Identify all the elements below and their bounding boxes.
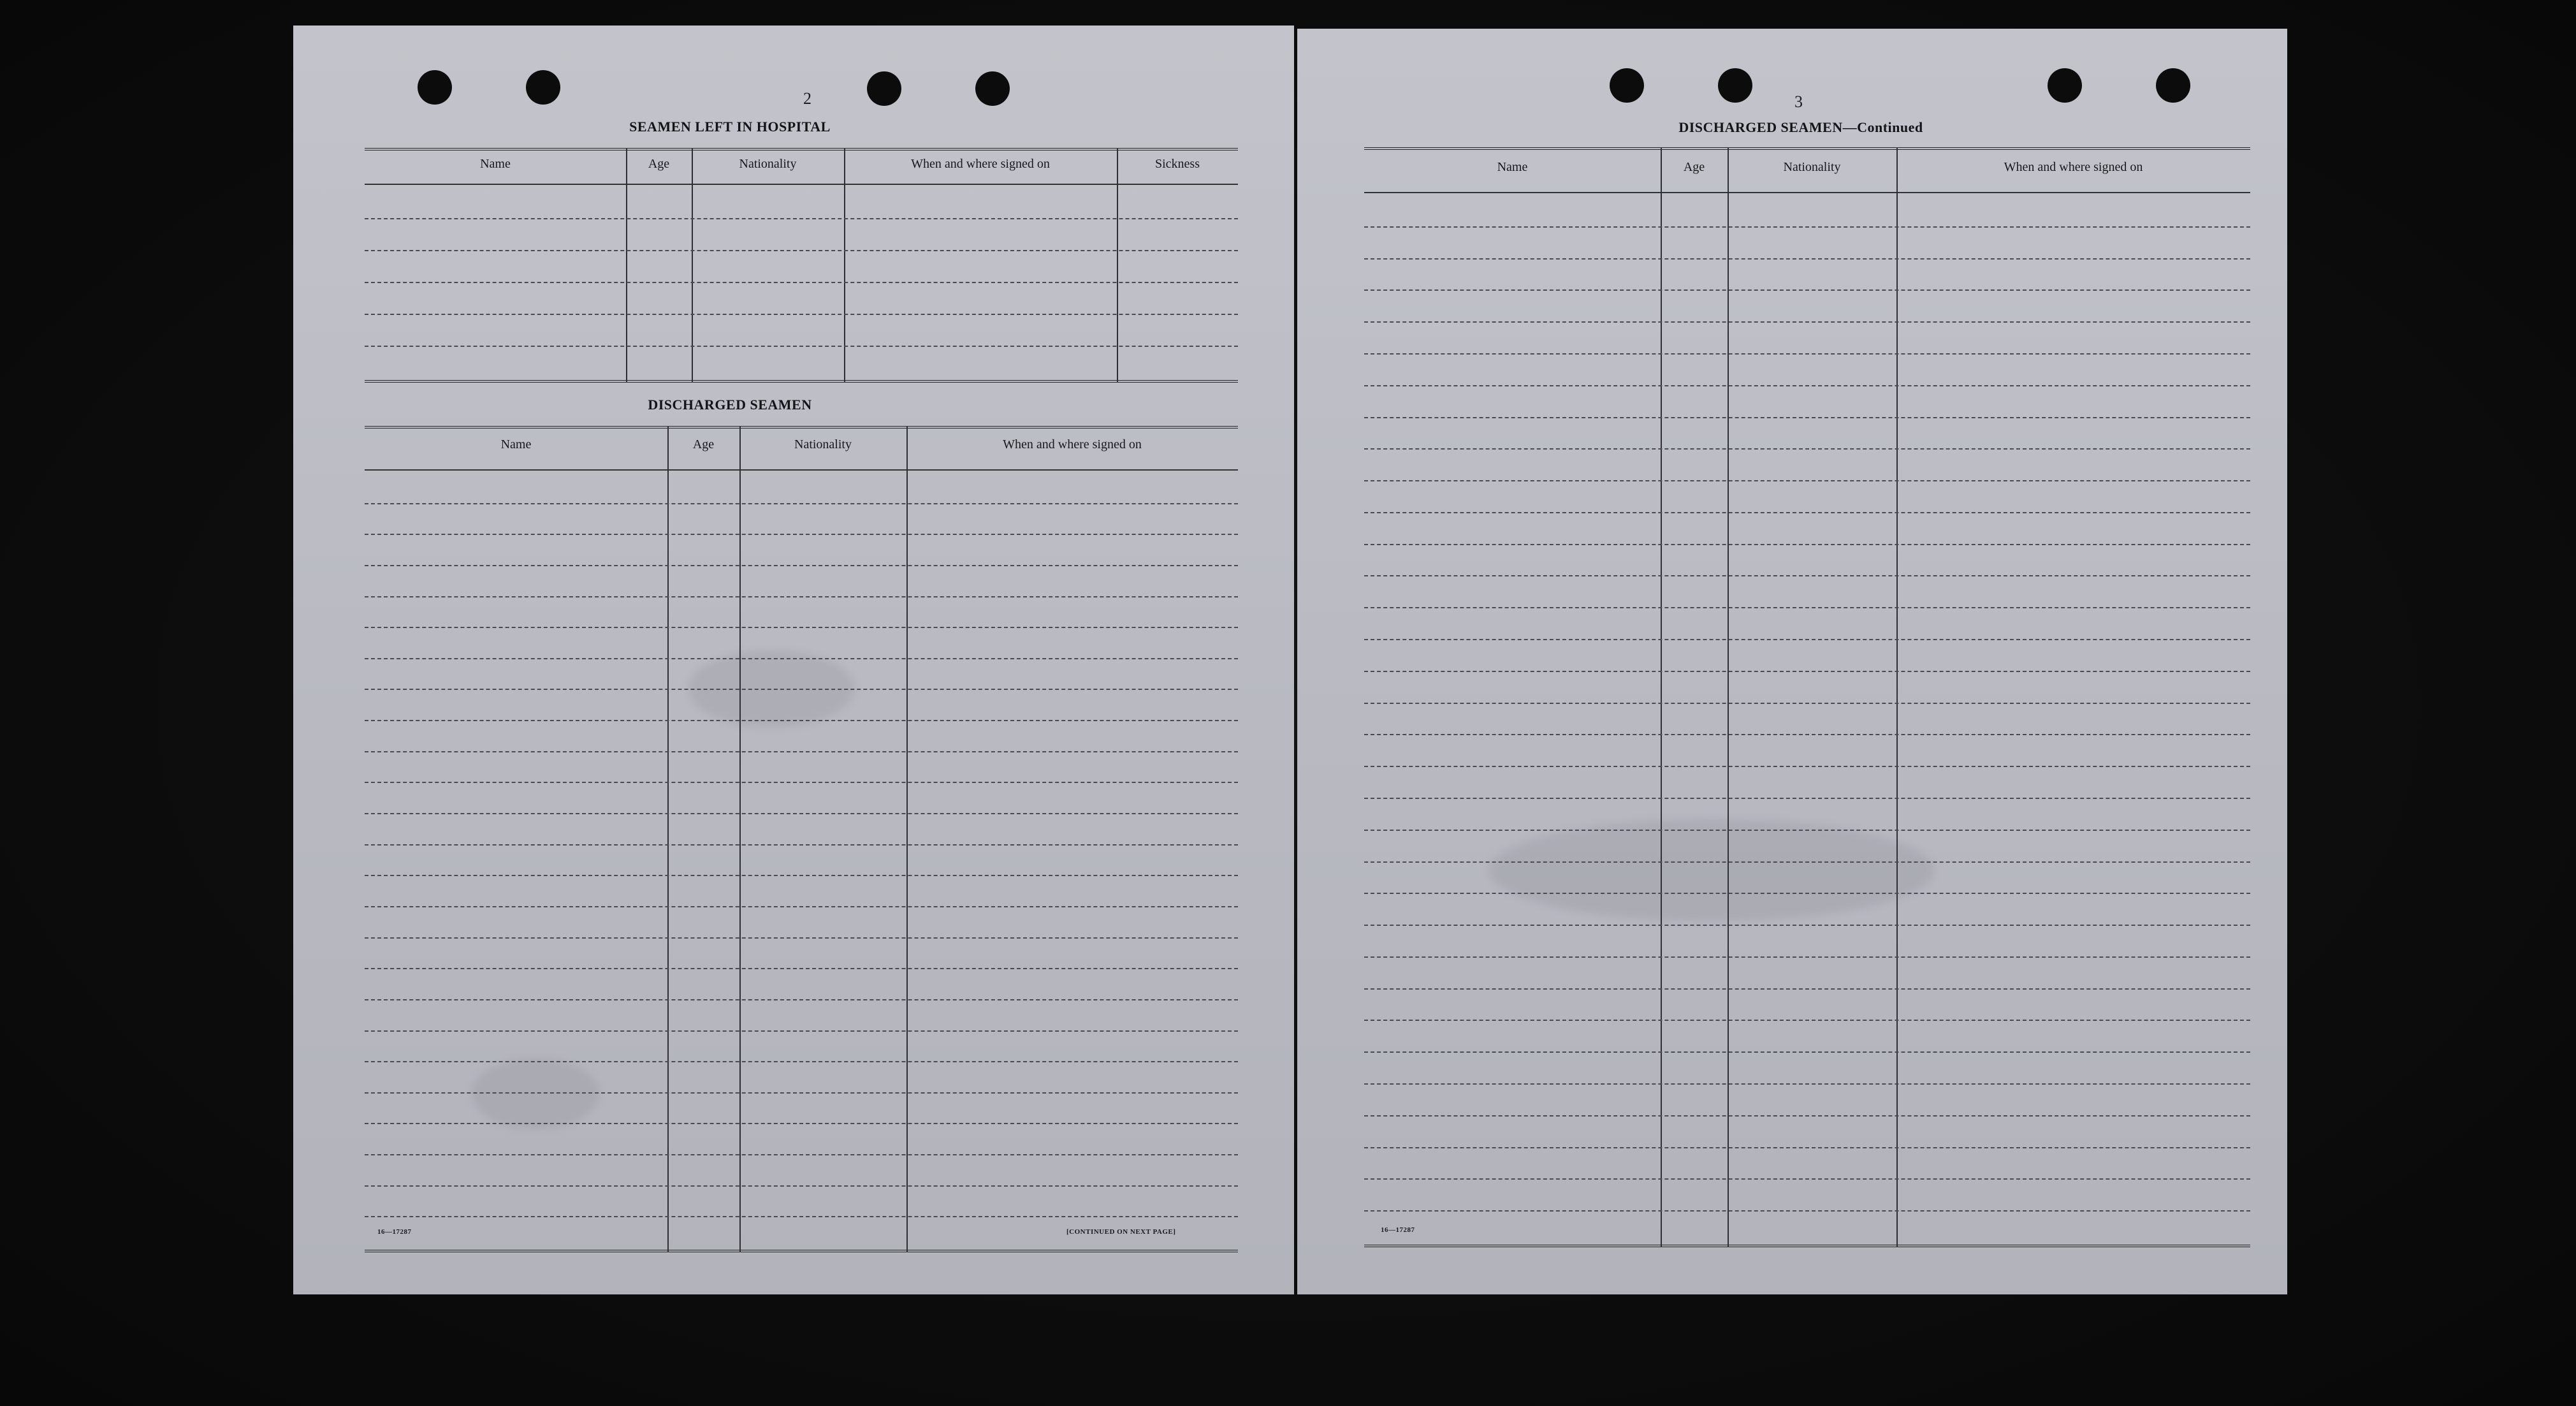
discharged-continued-title-main: DISCHARGED SEAMEN xyxy=(1678,119,1843,135)
column-divider xyxy=(692,148,693,383)
table-row-line xyxy=(1364,289,2250,291)
table-row-line xyxy=(365,565,1238,566)
table-top-rule xyxy=(365,148,1238,150)
punch-hole xyxy=(867,71,901,106)
column-header: Name xyxy=(1497,160,1528,174)
page-number: 2 xyxy=(803,89,811,108)
table-row-line xyxy=(365,813,1238,814)
punch-hole xyxy=(2156,68,2190,103)
punch-hole xyxy=(1718,68,1752,103)
table-bottom-rule xyxy=(365,1250,1238,1252)
table-row-line xyxy=(1364,575,2250,576)
table-row-line xyxy=(1364,798,2250,799)
table-row-line xyxy=(365,282,1238,283)
column-header: When and where signed on xyxy=(911,157,1050,171)
table-row-line xyxy=(365,346,1238,347)
column-header: Age xyxy=(692,437,715,451)
table-row-line xyxy=(365,1154,1238,1155)
table-row-line xyxy=(1364,988,2250,990)
punch-hole xyxy=(975,71,1010,106)
table-row-line xyxy=(1364,956,2250,958)
table-row-line xyxy=(365,1061,1238,1062)
punch-hole xyxy=(2048,68,2082,103)
column-header: Name xyxy=(480,157,511,171)
table-row-line xyxy=(1364,703,2250,704)
table-row-line xyxy=(365,999,1238,1000)
column-divider xyxy=(1661,147,1662,1247)
column-header: Age xyxy=(1683,160,1705,174)
column-divider xyxy=(1896,147,1898,1247)
table-row-line xyxy=(365,627,1238,628)
table-row-line xyxy=(1364,639,2250,640)
discharged-section-title: DISCHARGED SEAMEN xyxy=(648,397,812,413)
column-divider xyxy=(906,426,908,1252)
column-header: When and where signed on xyxy=(2004,160,2143,174)
column-header: Sickness xyxy=(1155,157,1200,171)
left-page xyxy=(293,26,1294,1294)
column-divider xyxy=(626,148,627,383)
table-row-line xyxy=(365,658,1238,659)
table-row-line xyxy=(1364,512,2250,513)
column-header: Name xyxy=(500,437,532,451)
table-row-line xyxy=(365,875,1238,876)
table-row-line xyxy=(365,751,1238,752)
table-row-line xyxy=(1364,258,2250,260)
header-rule xyxy=(1364,192,2250,193)
column-header: Nationality xyxy=(1783,160,1841,174)
header-rule xyxy=(365,469,1238,471)
table-row-line xyxy=(365,534,1238,535)
column-divider xyxy=(844,148,845,383)
table-row-line xyxy=(365,1216,1238,1217)
table-row-line xyxy=(1364,766,2250,767)
table-row-line xyxy=(1364,1210,2250,1212)
table-top-rule xyxy=(1364,147,2250,150)
discharged-continued-title xyxy=(1361,119,2241,136)
discharged-continued-table xyxy=(1364,147,2250,1247)
table-row-line xyxy=(1364,1147,2250,1148)
table-row-line xyxy=(1364,734,2250,735)
table-row-line xyxy=(1364,671,2250,672)
table-row-line xyxy=(365,314,1238,315)
table-row-line xyxy=(1364,1020,2250,1021)
column-divider xyxy=(667,426,669,1252)
table-row-line xyxy=(365,968,1238,969)
table-row-line xyxy=(1364,417,2250,418)
table-row-line xyxy=(365,844,1238,846)
table-row-line xyxy=(1364,321,2250,323)
punch-hole xyxy=(526,70,560,105)
column-divider xyxy=(1728,147,1729,1247)
table-row-line xyxy=(1364,1178,2250,1180)
continued-note: [CONTINUED ON NEXT PAGE] xyxy=(1066,1228,1176,1236)
right-page xyxy=(1297,29,2287,1294)
form-number: 16—17287 xyxy=(377,1228,412,1236)
page-number: 3 xyxy=(1794,92,1803,111)
discharged-continued-title-suffix: —Continued xyxy=(1842,119,1923,135)
table-row-line xyxy=(1364,480,2250,481)
table-row-line xyxy=(1364,1051,2250,1053)
table-row-line xyxy=(1364,353,2250,355)
table-row-line xyxy=(365,218,1238,219)
table-row-line xyxy=(365,782,1238,783)
form-number: 16—17287 xyxy=(1381,1226,1415,1234)
table-row-line xyxy=(1364,830,2250,831)
column-divider xyxy=(739,426,741,1252)
discharged-table xyxy=(365,426,1238,1252)
table-row-line xyxy=(1364,893,2250,894)
table-row-line xyxy=(1364,226,2250,228)
table-row-line xyxy=(365,689,1238,690)
hospital-table xyxy=(365,148,1238,383)
table-row-line xyxy=(1364,861,2250,863)
table-row-line xyxy=(365,596,1238,597)
punch-hole xyxy=(1610,68,1644,103)
table-bottom-rule xyxy=(1364,1245,2250,1247)
table-row-line xyxy=(1364,1115,2250,1117)
column-header: Nationality xyxy=(739,157,797,171)
table-top-rule xyxy=(365,426,1238,428)
header-rule xyxy=(365,184,1238,185)
table-row-line xyxy=(1364,544,2250,545)
table-row-line xyxy=(365,1185,1238,1187)
table-row-line xyxy=(365,720,1238,721)
column-header: When and where signed on xyxy=(1003,437,1142,451)
table-row-line xyxy=(365,1123,1238,1124)
table-bottom-rule xyxy=(365,380,1238,383)
column-divider xyxy=(1117,148,1118,383)
table-row-line xyxy=(365,1092,1238,1094)
table-row-line xyxy=(1364,925,2250,926)
table-row-line xyxy=(1364,607,2250,608)
column-header: Age xyxy=(648,157,670,171)
table-row-line xyxy=(365,503,1238,504)
table-row-line xyxy=(365,906,1238,907)
punch-hole xyxy=(418,70,452,105)
table-row-line xyxy=(365,937,1238,939)
table-row-line xyxy=(1364,1083,2250,1085)
table-row-line xyxy=(1364,385,2250,386)
table-row-line xyxy=(365,1030,1238,1032)
hospital-section-title: SEAMEN LEFT IN HOSPITAL xyxy=(629,119,831,135)
table-row-line xyxy=(1364,448,2250,450)
table-row-line xyxy=(365,250,1238,251)
column-header: Nationality xyxy=(794,437,852,451)
